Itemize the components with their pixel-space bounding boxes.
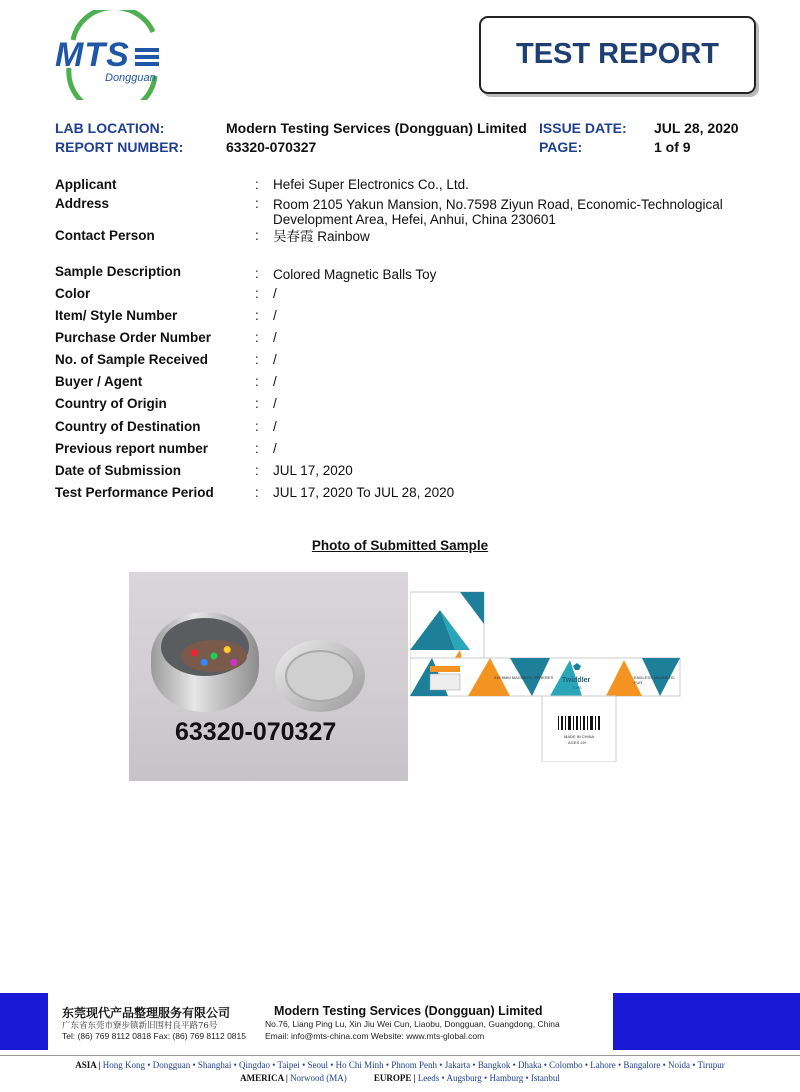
date-submission-value: JUL 17, 2020: [273, 463, 353, 478]
photo-section-title: Photo of Submitted Sample: [311, 538, 489, 553]
colon: :: [255, 374, 259, 389]
footer-email-web: Email: info@mts-china.com Website: www.mts-global.com: [265, 1031, 485, 1041]
colon: :: [255, 463, 259, 478]
colon: :: [255, 485, 259, 500]
colon: :: [255, 286, 259, 301]
footer-address-cn: 广东省东莞市寮步镇新旧围村良平路76号: [62, 1021, 218, 1031]
test-period-value: JUL 17, 2020 To JUL 28, 2020: [273, 485, 455, 500]
colon: :: [255, 352, 259, 367]
page-value: 1 of 9: [654, 139, 691, 155]
colon: :: [255, 441, 259, 456]
america-label: AMERICA |: [240, 1073, 288, 1083]
item-style-label: Item/ Style Number: [55, 308, 178, 323]
buyer-agent-label: Buyer / Agent: [55, 374, 143, 389]
applicant-label: Applicant: [55, 177, 117, 192]
sample-photo: [129, 572, 408, 781]
footer-company-en: Modern Testing Services (Dongguan) Limited: [274, 1004, 543, 1018]
samples-received-value: /: [273, 352, 277, 367]
country-destination-value: /: [273, 419, 277, 434]
colon: :: [255, 228, 259, 243]
test-period-label: Test Performance Period: [55, 485, 214, 500]
colon: :: [255, 396, 259, 411]
tin-container: [151, 612, 259, 712]
america-europe-offices: [0, 1073, 800, 1083]
colon: :: [255, 419, 259, 434]
america-cities: Norwood (MA): [290, 1073, 347, 1083]
samples-received-label: No. of Sample Received: [55, 352, 209, 367]
footer-company-cn: 东莞现代产品整理服务有限公司: [62, 1006, 231, 1020]
color-value: /: [273, 286, 277, 301]
tin-lid: [275, 640, 365, 712]
country-origin-value: /: [273, 396, 277, 411]
address-line-2: Development Area, Hefei, Anhui, China 230601: [273, 212, 556, 227]
colon: :: [255, 330, 259, 345]
footer-divider: [0, 1055, 800, 1056]
page-label: PAGE:: [539, 139, 583, 155]
address-line-1: Room 2105 Yakun Mansion, No.7598 Ziyun Road, Economic-Technological: [273, 197, 723, 212]
item-style-value: /: [273, 308, 277, 323]
address-label: Address: [55, 196, 110, 211]
contact-value: 吴春霞 Rainbow: [273, 229, 370, 244]
report-title-box: [479, 16, 756, 94]
package-artwork: [410, 590, 682, 762]
contact-label: Contact Person: [55, 228, 155, 243]
europe-cities: Leeds • Augsburg • Hamburg • Istanbul: [417, 1073, 560, 1083]
report-number-label: REPORT NUMBER:: [55, 139, 184, 155]
package-made-in: MADE IN CHINA: [564, 734, 595, 739]
logo-text: MTS: [55, 36, 130, 74]
asia-label: ASIA |: [75, 1060, 101, 1070]
footer-address-en: No.76, Liang Ping Lu, Xin Jiu Wei Cun, Liaobu, Dongguan, Guangdong, China: [265, 1019, 560, 1029]
colon: :: [255, 266, 259, 281]
footer-tel-fax: Tel: (86) 769 8112 0818 Fax: (86) 769 8112 0815: [62, 1031, 246, 1041]
sample-photo-label: 63320-070327: [175, 718, 337, 746]
report-number-value: 63320-070327: [226, 139, 317, 155]
colon: :: [255, 196, 259, 211]
package-left-text: 216 5MM MAGNETIC SPHERES: [494, 675, 554, 680]
country-origin-label: Country of Origin: [55, 396, 167, 411]
applicant-value: Hefei Super Electronics Co., Ltd.: [273, 177, 469, 192]
magnetic-balls: [181, 640, 247, 672]
colon: :: [255, 177, 259, 192]
issue-date-value: JUL 28, 2020: [654, 120, 739, 136]
lab-location-label: LAB LOCATION:: [55, 120, 165, 136]
package-brand-sub: TOYS: [572, 686, 582, 690]
lab-location-value: Modern Testing Services (Dongguan) Limited: [226, 120, 527, 136]
color-label: Color: [55, 286, 91, 301]
footer-band-right: [613, 993, 800, 1050]
package-ages: AGES 15+: [568, 740, 588, 745]
footer-band-left: [0, 993, 48, 1050]
purchase-order-label: Purchase Order Number: [55, 330, 212, 345]
previous-report-value: /: [273, 441, 277, 456]
purchase-order-value: /: [273, 330, 277, 345]
date-submission-label: Date of Submission: [55, 463, 182, 478]
sample-description-label: Sample Description: [55, 264, 182, 279]
mts-logo: [55, 10, 165, 100]
asia-offices: [0, 1060, 800, 1070]
asia-cities: Hong Kong • Dongguan • Shanghai • Qingdao • Taipei • Seoul • Ho Chi Minh • Phnom Penh • Jakarta • Bangkok • Dhaka • Colombo • Lahore • Bangalore • Noida • Tirupur: [102, 1060, 725, 1070]
buyer-agent-value: /: [273, 374, 277, 389]
colon: :: [255, 308, 259, 323]
report-title: TEST REPORT: [515, 38, 719, 70]
issue-date-label: ISSUE DATE:: [539, 120, 627, 136]
package-right-text: ENDLESS MAGNETIC FUN: [634, 675, 675, 685]
package-brand: Twiddler: [562, 677, 591, 684]
logo-subtext: Dongguan: [105, 72, 156, 84]
country-destination-label: Country of Destination: [55, 419, 201, 434]
europe-label: EUROPE |: [373, 1073, 416, 1083]
sample-description-value: Colored Magnetic Balls Toy: [273, 267, 437, 282]
previous-report-label: Previous report number: [55, 441, 209, 456]
